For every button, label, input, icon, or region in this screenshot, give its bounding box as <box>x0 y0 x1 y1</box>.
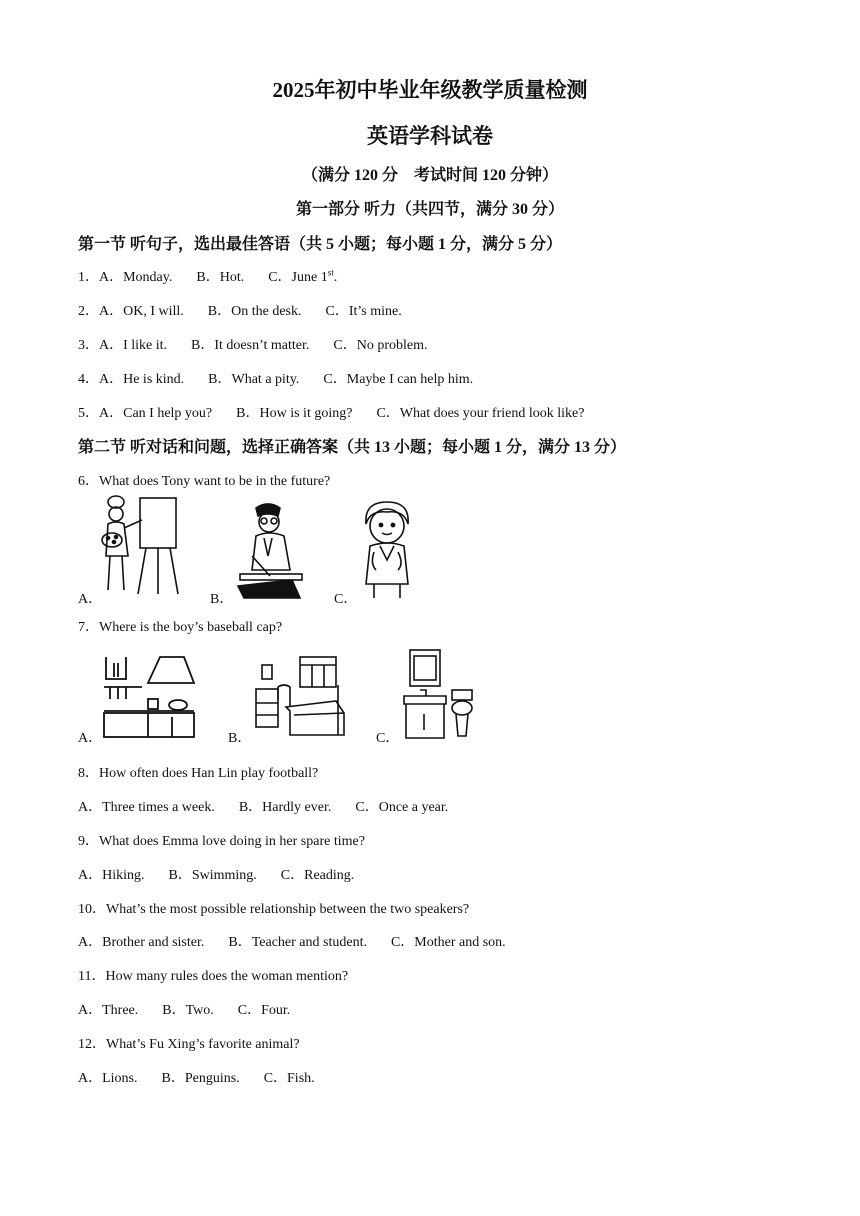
option-b: B．What a pity. <box>208 372 300 387</box>
option-c: C．June 1st. <box>268 267 338 285</box>
question-1 <box>78 266 337 286</box>
question-number: 4． <box>78 372 99 387</box>
question-7: 7．Where is the boy’s baseball cap? <box>78 620 283 635</box>
question-11: 11．How many rules does the woman mention? <box>78 969 349 984</box>
option-a: A．Monday. <box>99 270 173 285</box>
writer-picture <box>234 500 304 600</box>
question-8-options <box>78 796 448 816</box>
question-12: 12．What’s Fu Xing’s favorite animal? <box>78 1037 300 1052</box>
label-a: A． <box>78 592 103 607</box>
exam-info: （满分 120 分 考试时间 120 分钟） <box>301 167 558 184</box>
question-9-options <box>78 864 354 884</box>
section1-heading: 第一节 听句子，选出最佳答语（共 5 小题；每小题 1 分，满分 5 分） <box>78 236 563 253</box>
question-11-options <box>78 999 290 1019</box>
question-8: 8．How often does Han Lin play football? <box>78 766 319 781</box>
question-number: 2． <box>78 304 99 319</box>
option-b: B．Swimming. <box>168 868 257 883</box>
painter-picture <box>96 494 186 600</box>
option-c: C．Four. <box>237 1003 291 1018</box>
option-a: A．Three times a week. <box>78 800 215 815</box>
superscript-st: st <box>327 267 334 278</box>
doctor-picture <box>358 500 416 600</box>
option-c: C．Fish. <box>263 1071 315 1086</box>
option-c: C．It’s mine. <box>325 304 402 319</box>
question-2 <box>78 300 402 320</box>
option-b: B．It doesn’t matter. <box>191 338 310 353</box>
question-number: 5． <box>78 406 99 421</box>
part-heading: 第一部分 听力（共四节，满分 30 分） <box>295 201 564 218</box>
option-a: A．He is kind. <box>99 372 185 387</box>
option-a: A．I like it. <box>99 338 168 353</box>
question-9: 9．What does Emma love doing in her spare time? <box>78 834 365 849</box>
option-c: C．Mother and son. <box>390 935 506 950</box>
question-number: 3． <box>78 338 99 353</box>
option-a: A．Brother and sister. <box>78 935 205 950</box>
option-c: C．Reading. <box>280 868 355 883</box>
option-b: B．Hot. <box>196 270 245 285</box>
label-a: A． <box>78 731 103 746</box>
option-a: A．Three. <box>78 1003 139 1018</box>
option-b: B．Penguins. <box>161 1071 240 1086</box>
exam-title: 2025年初中毕业年级教学质量检测 <box>272 78 588 102</box>
label-c: C． <box>376 731 400 746</box>
option-a: A．Can I help you? <box>99 406 213 421</box>
kitchen-picture <box>102 653 196 739</box>
question-10-options <box>78 931 506 951</box>
option-c: C．No problem. <box>333 338 428 353</box>
option-b: B．Hardly ever. <box>238 800 332 815</box>
option-c: C．Once a year. <box>355 800 449 815</box>
bathroom-picture <box>400 648 476 740</box>
subject-title: 英语学科试卷 <box>367 124 493 148</box>
option-c: C．Maybe I can help him. <box>323 372 474 387</box>
option-b: B．On the desk. <box>207 304 302 319</box>
question-12-options <box>78 1067 315 1087</box>
option-b: B．How is it going? <box>236 406 353 421</box>
section2-heading: 第二节 听对话和问题，选择正确答案（共 13 小题；每小题 1 分，满分 13 分） <box>78 439 627 456</box>
question-3 <box>78 334 428 354</box>
label-b: B． <box>210 592 234 607</box>
question-10: 10．What’s the most possible relationship between the two speakers? <box>78 902 470 917</box>
option-b: B．Teacher and student. <box>228 935 367 950</box>
question-number: 1． <box>78 270 99 285</box>
question-6: 6．What does Tony want to be in the future? <box>78 474 331 489</box>
bedroom-picture <box>250 655 348 739</box>
option-a: A．Hiking. <box>78 868 145 883</box>
option-a: A．Lions. <box>78 1071 138 1086</box>
question-5 <box>78 402 584 422</box>
option-a: A．OK, I will. <box>99 304 184 319</box>
option-b: B．Two. <box>162 1003 214 1018</box>
option-c: C．What does your friend look like? <box>376 406 585 421</box>
question-4 <box>78 368 473 388</box>
label-c: C． <box>334 592 358 607</box>
label-b: B． <box>228 731 252 746</box>
